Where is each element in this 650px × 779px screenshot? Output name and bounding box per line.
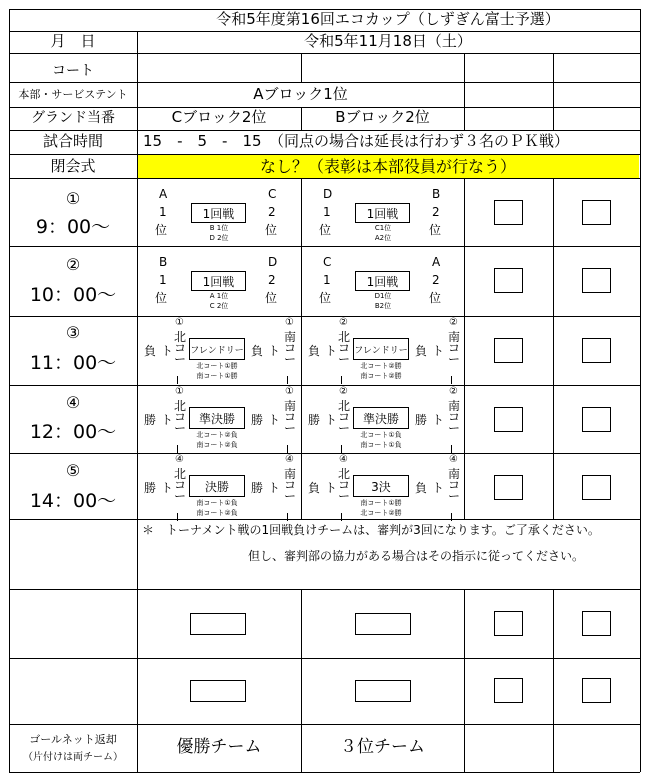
- court-left-vertical: 北コー: [174, 330, 187, 366]
- sheet-title: 令和5年度第16回エコカップ（しずぎん富士予選）: [216, 10, 560, 28]
- seed-right: ①: [285, 317, 294, 328]
- time-value: 15 - 5 - 15 （同点の場合は延長は行わず３名のＰＫ戦）: [143, 132, 570, 150]
- grid-line: [301, 658, 302, 724]
- referee-line-2: 南コート①負: [360, 441, 402, 449]
- score-box[interactable]: [582, 338, 611, 363]
- grid-line: [640, 9, 641, 772]
- grid-line: [9, 130, 640, 131]
- round-number: ②: [65, 255, 81, 274]
- team-right-block: B: [432, 187, 441, 201]
- result-left: 負: [144, 344, 157, 358]
- ground-label: グランド当番: [31, 109, 115, 126]
- score-box[interactable]: [582, 268, 611, 293]
- seed-left: ④: [339, 454, 348, 465]
- referee-line-2: A2位: [374, 234, 392, 242]
- team-left-rank: 1: [323, 273, 331, 287]
- result-right: 勝: [251, 413, 264, 427]
- round-time: 10：00～: [29, 283, 117, 306]
- match-title-box[interactable]: フレンドリー: [353, 338, 409, 360]
- seed-left: ①: [175, 317, 184, 328]
- score-box[interactable]: [582, 678, 611, 703]
- grid-line: [553, 107, 554, 130]
- to-left: ト: [325, 344, 338, 358]
- winner-team-label: 優勝チーム: [176, 736, 262, 757]
- court-right-vertical: 南コー: [284, 467, 297, 503]
- team-right-rank: 2: [268, 273, 276, 287]
- closing-value: なし？（表彰は本部役員が行なう）: [137, 155, 639, 178]
- grid-line: [553, 589, 554, 658]
- score-box[interactable]: [494, 200, 523, 225]
- third-place-label: ３位チーム: [340, 736, 425, 757]
- grid-line: [553, 82, 554, 107]
- score-box[interactable]: [494, 611, 523, 636]
- referee-line-2: 南コート①勝: [196, 372, 238, 380]
- score-box[interactable]: [494, 338, 523, 363]
- match-title-box[interactable]: フレンドリー: [189, 338, 245, 360]
- grid-line: [9, 772, 640, 773]
- referee-line-2: 南コート②負: [196, 441, 238, 449]
- closing-label: 閉会式: [50, 156, 96, 175]
- court-left-vertical: 北コー: [174, 467, 187, 503]
- team-left-rank-suffix: 位: [319, 223, 332, 237]
- goalnet-sublabel: （片付けは両チーム）: [23, 752, 123, 763]
- grid-line: [9, 246, 640, 247]
- match-title-box[interactable]: 1回戦: [191, 203, 246, 223]
- team-left-block: A: [159, 187, 168, 201]
- grid-line: [464, 589, 465, 658]
- grid-line: [553, 724, 554, 772]
- referee-line-2: 北コート②勝: [360, 509, 402, 517]
- match-title-box[interactable]: 1回戦: [191, 271, 246, 291]
- ground-value-2: Bブロック2位: [335, 108, 430, 126]
- score-box[interactable]: [582, 200, 611, 225]
- goalnet-label: ゴールネット返却: [29, 732, 117, 746]
- result-left: 勝: [308, 413, 321, 427]
- grid-line: [137, 31, 138, 772]
- referee-line-2: D 2位: [209, 234, 229, 242]
- team-left-rank-suffix: 位: [319, 291, 332, 305]
- result-right: 負: [415, 481, 428, 495]
- score-box[interactable]: [355, 680, 411, 702]
- result-left: 負: [308, 481, 321, 495]
- grid-line: [9, 385, 640, 386]
- grid-line: [9, 31, 640, 32]
- match-title-box[interactable]: 準決勝: [353, 407, 409, 429]
- team-left-block: C: [323, 255, 332, 269]
- score-box[interactable]: [494, 678, 523, 703]
- bracket-line-right: [287, 376, 288, 384]
- match-title-box[interactable]: 3決: [353, 475, 409, 497]
- team-right-rank: 2: [432, 273, 440, 287]
- court-right-vertical: 南コー: [284, 330, 297, 366]
- grid-line: [553, 658, 554, 724]
- bracket-line-left: [341, 376, 342, 384]
- grid-line: [301, 178, 302, 519]
- grid-line: [9, 82, 640, 83]
- team-left-block: B: [159, 255, 168, 269]
- team-right-rank-suffix: 位: [265, 291, 278, 305]
- score-box[interactable]: [582, 611, 611, 636]
- round-time: 11：00～: [29, 351, 117, 374]
- grid-line: [9, 178, 640, 179]
- referee-line-1: C1位: [374, 224, 392, 232]
- result-left: 勝: [144, 481, 157, 495]
- tent-label: 本部・サービステント: [18, 87, 128, 101]
- score-box[interactable]: [355, 613, 411, 635]
- court-label: コート: [52, 62, 94, 79]
- team-left-rank: 1: [159, 273, 167, 287]
- referee-line-2: B2位: [374, 302, 392, 310]
- bracket-line-right: [451, 376, 452, 384]
- grid-line: [9, 453, 640, 454]
- grid-line: [464, 53, 465, 82]
- grid-line: [553, 53, 554, 82]
- seed-right: ②: [449, 317, 458, 328]
- to-right: ト: [432, 344, 445, 358]
- round-number: ③: [65, 323, 81, 342]
- team-right-block: C: [268, 187, 277, 201]
- grid-line: [464, 724, 465, 772]
- date-value: 令和5年11月18日（土）: [304, 32, 472, 50]
- ground-value-1: Cブロック2位: [171, 108, 267, 126]
- to-right: ト: [268, 481, 281, 495]
- tent-value: Aブロック1位: [253, 84, 348, 103]
- to-right: ト: [268, 344, 281, 358]
- to-left: ト: [161, 481, 174, 495]
- note-line-1: ＊ トーナメント戦の1回戦負けチームは、審判が3回になります。ご了承ください。: [142, 523, 600, 537]
- grid-line: [301, 107, 302, 130]
- bracket-line-right: [451, 445, 452, 453]
- seed-right: ②: [449, 386, 458, 397]
- bracket-line-left: [177, 376, 178, 384]
- round-time: 9：00～: [35, 215, 111, 238]
- result-right: 負: [415, 344, 428, 358]
- grid-line: [9, 316, 640, 317]
- team-right-block: A: [432, 255, 441, 269]
- court-right-vertical: 南コー: [448, 467, 461, 503]
- to-left: ト: [161, 344, 174, 358]
- grid-line: [9, 724, 640, 725]
- to-left: ト: [325, 481, 338, 495]
- date-label: 月 日: [50, 32, 96, 50]
- to-left: ト: [161, 413, 174, 427]
- referee-line-2: C 2位: [209, 302, 229, 310]
- team-left-rank-suffix: 位: [155, 223, 168, 237]
- court-left-vertical: 北コー: [338, 399, 351, 435]
- seed-right: ①: [285, 386, 294, 397]
- result-left: 勝: [144, 413, 157, 427]
- team-right-rank: 2: [268, 205, 276, 219]
- grid-line: [9, 53, 640, 54]
- round-number: ⑤: [65, 461, 81, 480]
- grid-line: [9, 9, 640, 10]
- grid-line: [9, 107, 640, 108]
- referee-line-1: 北コート②勝: [360, 362, 402, 370]
- seed-left: ②: [339, 317, 348, 328]
- grid-line: [301, 724, 302, 772]
- team-right-rank-suffix: 位: [429, 223, 442, 237]
- grid-line: [464, 82, 465, 107]
- score-box[interactable]: [494, 407, 523, 432]
- round-time: 12：00～: [29, 420, 117, 443]
- team-left-rank: 1: [159, 205, 167, 219]
- grid-line: [9, 658, 640, 659]
- court-left-vertical: 北コー: [174, 399, 187, 435]
- grid-line: [9, 589, 640, 590]
- grid-line: [9, 519, 640, 520]
- bracket-line-right: [287, 445, 288, 453]
- grid-line: [9, 154, 640, 155]
- result-right: 負: [251, 344, 264, 358]
- referee-line-2: 南コート②負: [196, 509, 238, 517]
- team-right-rank-suffix: 位: [265, 223, 278, 237]
- result-right: 勝: [251, 481, 264, 495]
- to-right: ト: [432, 481, 445, 495]
- court-left-vertical: 北コー: [338, 467, 351, 503]
- grid-line: [301, 53, 302, 82]
- referee-line-1: D1位: [374, 292, 392, 300]
- to-right: ト: [268, 413, 281, 427]
- note-line-2: 但し、審判部の協力がある場合はその指示に従ってください。: [248, 549, 585, 563]
- bracket-line-left: [341, 445, 342, 453]
- to-left: ト: [325, 413, 338, 427]
- score-box[interactable]: [582, 407, 611, 432]
- score-box[interactable]: [494, 268, 523, 293]
- grid-line: [464, 107, 465, 130]
- grid-line: [464, 658, 465, 724]
- round-number: ④: [65, 393, 81, 412]
- match-title-box[interactable]: 1回戦: [355, 271, 410, 291]
- round-number: ①: [65, 189, 81, 208]
- team-right-rank: 2: [432, 205, 440, 219]
- referee-line-2: 南コート②勝: [360, 372, 402, 380]
- match-title-box[interactable]: 1回戦: [355, 203, 410, 223]
- court-right-vertical: 南コー: [448, 399, 461, 435]
- referee-line-1: 北コート②負: [196, 431, 238, 439]
- referee-line-1: 北コート①負: [360, 431, 402, 439]
- team-right-block: D: [268, 255, 278, 269]
- result-right: 勝: [415, 413, 428, 427]
- seed-left: ④: [175, 454, 184, 465]
- referee-line-1: 南コート①勝: [360, 499, 402, 507]
- grid-line: [464, 178, 465, 519]
- result-left: 負: [308, 344, 321, 358]
- match-title-box[interactable]: 準決勝: [189, 407, 245, 429]
- referee-line-1: 南コート①負: [196, 499, 238, 507]
- score-box[interactable]: [582, 475, 611, 500]
- referee-line-1: 北コート①勝: [196, 362, 238, 370]
- court-left-vertical: 北コー: [338, 330, 351, 366]
- bracket-line-left: [177, 445, 178, 453]
- grid-line: [301, 589, 302, 658]
- referee-line-1: A 1位: [209, 292, 229, 300]
- grid-line: [553, 178, 554, 519]
- team-left-rank-suffix: 位: [155, 291, 168, 305]
- team-left-rank: 1: [323, 205, 331, 219]
- referee-line-1: B 1位: [209, 224, 229, 232]
- match-title-box[interactable]: 決勝: [189, 475, 245, 497]
- court-right-vertical: 南コー: [448, 330, 461, 366]
- time-label: 試合時間: [42, 132, 103, 150]
- seed-right: ④: [449, 454, 458, 465]
- seed-left: ②: [339, 386, 348, 397]
- to-right: ト: [432, 413, 445, 427]
- round-time: 14：00～: [29, 489, 117, 512]
- team-right-rank-suffix: 位: [429, 291, 442, 305]
- score-box[interactable]: [190, 680, 246, 702]
- court-right-vertical: 南コー: [284, 399, 297, 435]
- score-box[interactable]: [494, 475, 523, 500]
- seed-right: ④: [285, 454, 294, 465]
- score-box[interactable]: [190, 613, 246, 635]
- team-left-block: D: [323, 187, 333, 201]
- seed-left: ①: [175, 386, 184, 397]
